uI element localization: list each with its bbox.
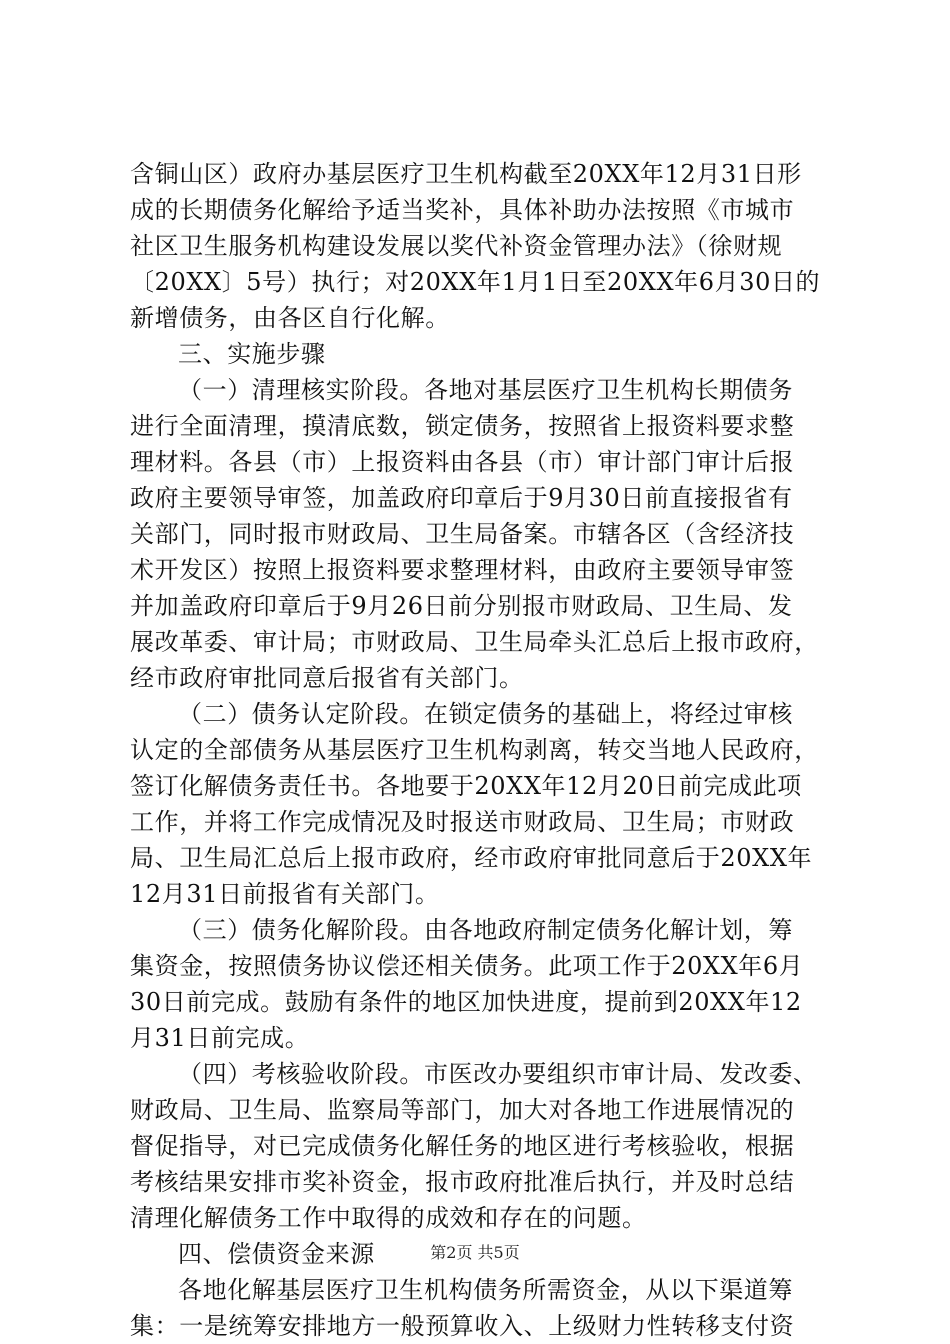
paragraph-start: 各地化解基层医疗卫生机构债务所需资金，从以下渠道筹: [178, 1276, 793, 1304]
body-line: 并加盖政府印章后于9月26日前分别报市财政局、卫生局、发: [130, 592, 793, 620]
body-line: 经市政府审批同意后报省有关部门。: [130, 664, 524, 692]
paragraph-start: （一）清理核实阶段。各地对基层医疗卫生机构长期债务: [178, 376, 793, 404]
body-line: 成的长期债务化解给予适当奖补，具体补助办法按照《市城市: [130, 196, 795, 224]
document-body: [130, 156, 830, 1344]
paragraph-start: （四）考核验收阶段。市医改办要组织市审计局、发改委、: [178, 1060, 818, 1088]
body-line: 局、卫生局汇总后上报市政府，经市政府审批同意后于20XX年: [130, 844, 813, 872]
body-line: 新增债务，由各区自行化解。: [130, 304, 450, 332]
page-number-footer: 第2页 共5页: [430, 1243, 520, 1262]
paragraph-start: （三）债务化解阶段。由各地政府制定债务化解计划，筹: [178, 916, 793, 944]
body-line: 政府主要领导审签，加盖政府印章后于9月30日前直接报省有: [130, 484, 793, 512]
body-line: 督促指导，对已完成债务化解任务的地区进行考核验收，根据: [130, 1132, 795, 1160]
body-line: 清理化解债务工作中取得的成效和存在的问题。: [130, 1204, 647, 1232]
section-heading: 四、偿债资金来源: [178, 1240, 375, 1268]
body-line: 工作，并将工作完成情况及时报送市财政局、卫生局；市财政: [130, 808, 795, 836]
body-line: 社区卫生服务机构建设发展以奖代补资金管理办法》（徐财规: [130, 232, 783, 260]
body-line: 含铜山区）政府办基层医疗卫生机构截至20XX年12月31日形: [130, 160, 802, 188]
body-line: 12月31日前报省有关部门。: [130, 880, 440, 908]
body-line: 考核结果安排市奖补资金，报市政府批准后执行，并及时总结: [130, 1168, 795, 1196]
body-line: 集：一是统筹安排地方一般预算收入、上级财力性转移支付资: [130, 1312, 795, 1340]
body-line: 理材料。各县（市）上报资料由各县（市）审计部门审计后报: [130, 448, 795, 476]
body-line: 展改革委、审计局；市财政局、卫生局牵头汇总后上报市政府，: [130, 628, 819, 656]
body-line: 关部门，同时报市财政局、卫生局备案。市辖各区（含经济技: [130, 520, 795, 548]
body-line: 财政局、卫生局、监察局等部门，加大对各地工作进展情况的: [130, 1096, 795, 1124]
body-line: 集资金，按照债务协议偿还相关债务。此项工作于20XX年6月: [130, 952, 804, 980]
paragraph-start: （二）债务认定阶段。在锁定债务的基础上，将经过审核: [178, 700, 793, 728]
body-line: 30日前完成。鼓励有条件的地区加快进度，提前到20XX年12: [130, 988, 802, 1016]
body-line: 签订化解债务责任书。各地要于20XX年12月20日前完成此项: [130, 772, 802, 800]
body-line: 月31日前完成。: [130, 1024, 310, 1052]
body-line: 认定的全部债务从基层医疗卫生机构剥离，转交当地人民政府，: [130, 736, 819, 764]
body-line: 术开发区）按照上报资料要求整理材料，由政府主要领导审签: [130, 556, 795, 584]
body-line: 〔20XX〕5号）执行；对20XX年1月1日至20XX年6月30日的: [130, 268, 821, 296]
body-line: 进行全面清理，摸清底数，锁定债务，按照省上报资料要求整: [130, 412, 795, 440]
section-heading: 三、实施步骤: [178, 340, 326, 368]
